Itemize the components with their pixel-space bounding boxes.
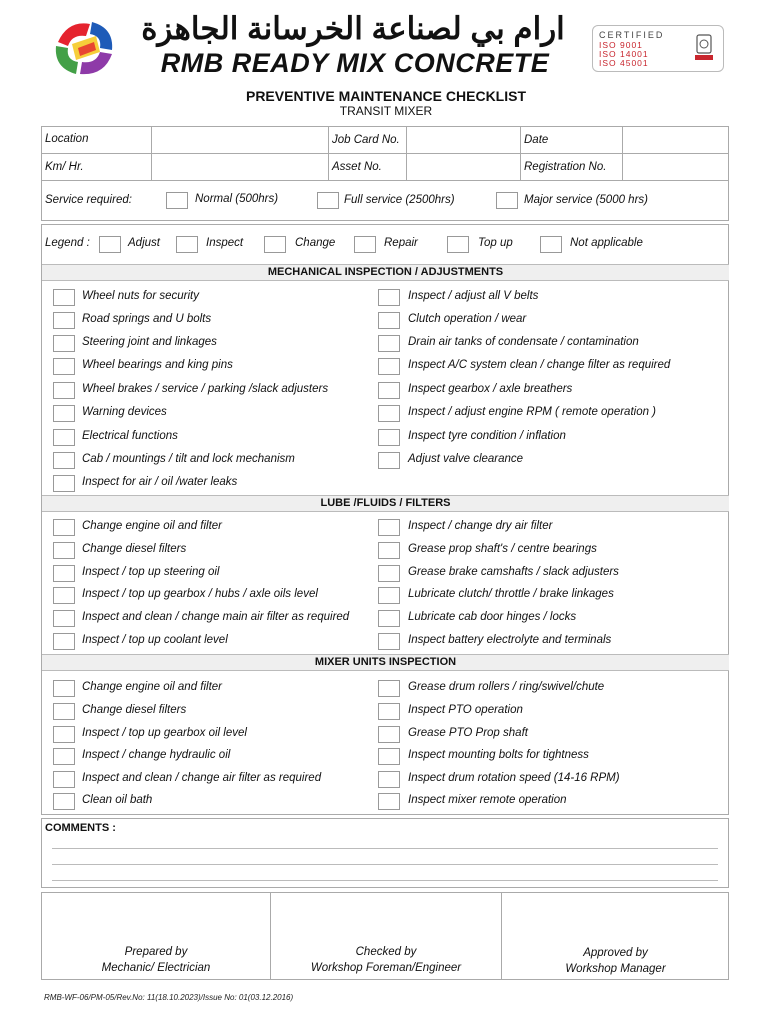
legend-repair: Repair <box>384 237 418 249</box>
legend-not-applicable: Not applicable <box>570 237 643 249</box>
checklist-checkbox[interactable] <box>53 312 75 329</box>
checklist-item: Adjust valve clearance <box>408 453 524 465</box>
checklist-checkbox[interactable] <box>378 633 400 650</box>
checklist-checkbox[interactable] <box>53 587 75 604</box>
checklist-checkbox[interactable] <box>53 633 75 650</box>
checklist-checkbox[interactable] <box>378 587 400 604</box>
checklist-checkbox[interactable] <box>378 358 400 375</box>
checklist-checkbox[interactable] <box>53 771 75 788</box>
date-field[interactable] <box>623 127 728 152</box>
prepared-by-cell[interactable] <box>42 944 270 976</box>
cert-iso-14001: ISO 14001 <box>599 49 649 59</box>
checklist-item: Inspect / top up gearbox oil level <box>82 727 247 739</box>
company-name: RMB READY MIX CONCRETE <box>160 48 550 78</box>
checklist-checkbox[interactable] <box>53 726 75 743</box>
checklist-checkbox[interactable] <box>378 289 400 306</box>
checklist-item: Inspect PTO operation <box>408 704 523 716</box>
checklist-item: Drain air tanks of condensate / contamination <box>408 336 639 348</box>
mechanical-section-header: MECHANICAL INSPECTION / ADJUSTMENTS <box>42 264 729 281</box>
checklist-item: Inspect and clean / change air filter as required <box>82 772 322 784</box>
location-field[interactable] <box>152 127 327 152</box>
checklist-checkbox[interactable] <box>53 382 75 399</box>
asset-label: Asset No. <box>332 161 382 173</box>
checklist-checkbox[interactable] <box>378 429 400 446</box>
checklist-checkbox[interactable] <box>53 519 75 536</box>
comment-line[interactable] <box>52 864 718 865</box>
cert-title: CERTIFIED <box>599 30 665 40</box>
checklist-checkbox[interactable] <box>378 312 400 329</box>
checklist-item: Inspect gearbox / axle breathers <box>408 383 573 395</box>
checklist-checkbox[interactable] <box>378 519 400 536</box>
checklist-item: Wheel bearings and king pins <box>82 359 233 371</box>
asset-field[interactable] <box>407 154 519 179</box>
checklist-checkbox[interactable] <box>378 748 400 765</box>
certification-badge <box>592 25 724 72</box>
legend-na-box <box>540 236 562 253</box>
approved-by-cell[interactable] <box>502 945 729 977</box>
legend-change-box <box>264 236 286 253</box>
checklist-item: Inspect A/C system clean / change filter as required <box>408 359 671 371</box>
checklist-checkbox[interactable] <box>378 382 400 399</box>
checklist-item: Change diesel filters <box>82 704 187 716</box>
service-required-label: Service required: <box>45 194 132 206</box>
approved-by-label: Approved by <box>583 947 648 959</box>
registration-label: Registration No. <box>524 161 607 173</box>
checklist-checkbox[interactable] <box>53 680 75 697</box>
checklist-item: Inspect / adjust all V belts <box>408 290 539 302</box>
registration-field[interactable] <box>623 154 728 179</box>
checklist-item: Grease PTO Prop shaft <box>408 727 528 739</box>
document-reference-footer: RMB-WF-06/PM-05/Rev.No: 11(18.10.2023)/Issue No: 01(03.12.2016) <box>44 993 294 1002</box>
legend-inspect-box <box>176 236 198 253</box>
checklist-item: Change engine oil and filter <box>82 681 223 693</box>
legend-inspect: Inspect <box>206 237 244 249</box>
checked-by-cell[interactable] <box>271 944 501 976</box>
location-label: Location <box>45 133 89 145</box>
checklist-checkbox[interactable] <box>53 452 75 469</box>
checklist-item: Inspect tyre condition / inflation <box>408 430 566 442</box>
km-hr-label: Km/ Hr. <box>45 161 84 173</box>
job-card-label: Job Card No. <box>332 134 400 146</box>
service-major-checkbox[interactable] <box>496 192 518 209</box>
comment-line[interactable] <box>52 880 718 881</box>
checklist-item: Inspect / top up gearbox / hubs / axle oils level <box>82 588 318 600</box>
cert-iso-9001: ISO 9001 <box>599 40 643 50</box>
mixer-section-header: MIXER UNITS INSPECTION <box>42 654 729 671</box>
checklist-item: Change diesel filters <box>82 543 187 555</box>
checklist-item: Grease brake camshafts / slack adjusters <box>408 566 619 578</box>
prepared-by-label: Prepared by <box>124 946 188 958</box>
service-full-checkbox[interactable] <box>317 192 339 209</box>
checklist-checkbox[interactable] <box>53 610 75 627</box>
checklist-item: Steering joint and linkages <box>82 336 217 348</box>
cert-iso-45001: ISO 45001 <box>599 58 649 68</box>
checklist-checkbox[interactable] <box>378 703 400 720</box>
legend-repair-box <box>354 236 376 253</box>
legend-adjust-box <box>99 236 121 253</box>
checklist-item: Inspect and clean / change main air filter as required <box>82 611 350 623</box>
checklist-item: Cab / mountings / tilt and lock mechanism <box>82 453 295 465</box>
checked-by-label: Checked by <box>355 946 417 958</box>
checklist-checkbox[interactable] <box>378 610 400 627</box>
checklist-item: Grease prop shaft's / centre bearings <box>408 543 597 555</box>
checklist-item: Electrical functions <box>82 430 178 442</box>
arabic-company-name: ارام بي لصناعة الخرسانة الجاهزة <box>141 11 565 46</box>
service-full-label: Full service (2500hrs) <box>344 194 455 206</box>
legend-topup: Top up <box>478 237 513 249</box>
legend-adjust: Adjust <box>128 237 160 249</box>
legend-label: Legend : <box>45 237 90 249</box>
checklist-checkbox[interactable] <box>53 565 75 582</box>
checklist-item: Clean oil bath <box>82 794 153 806</box>
checklist-item: Inspect battery electrolyte and terminals <box>408 634 612 646</box>
approved-by-role: Workshop Manager <box>565 963 666 975</box>
service-normal-checkbox[interactable] <box>166 192 188 209</box>
checklist-checkbox[interactable] <box>53 405 75 422</box>
legend-change: Change <box>295 237 336 249</box>
checklist-item: Inspect / adjust engine RPM ( remote operation ) <box>408 406 657 418</box>
checklist-item: Change engine oil and filter <box>82 520 223 532</box>
checklist-checkbox[interactable] <box>53 358 75 375</box>
page-subtitle: TRANSIT MIXER <box>339 104 433 118</box>
checklist-checkbox[interactable] <box>378 680 400 697</box>
checklist-checkbox[interactable] <box>378 793 400 810</box>
checklist-checkbox[interactable] <box>53 475 75 492</box>
checklist-item: Road springs and U bolts <box>82 313 212 325</box>
checklist-checkbox[interactable] <box>53 748 75 765</box>
checklist-item: Inspect for air / oil /water leaks <box>82 476 238 488</box>
checklist-item: Inspect / change dry air filter <box>408 520 553 532</box>
checklist-item: Grease drum rollers / ring/swivel/chute <box>408 681 605 693</box>
date-label: Date <box>524 134 549 146</box>
checklist-item: Inspect / top up steering oil <box>82 566 220 578</box>
checklist-checkbox[interactable] <box>378 452 400 469</box>
checklist-checkbox[interactable] <box>53 289 75 306</box>
checklist-checkbox[interactable] <box>378 565 400 582</box>
prepared-by-role: Mechanic/ Electrician <box>101 962 211 974</box>
checklist-checkbox[interactable] <box>53 542 75 559</box>
checklist-item: Inspect mixer remote operation <box>408 794 567 806</box>
checklist-item: Wheel brakes / service / parking /slack adjusters <box>82 383 329 395</box>
checklist-checkbox[interactable] <box>378 405 400 422</box>
checklist-item: Warning devices <box>82 406 167 418</box>
page-title: PREVENTIVE MAINTENANCE CHECKLIST <box>245 88 527 104</box>
job-card-field[interactable] <box>407 127 519 152</box>
bureau-veritas-seal-icon <box>694 34 714 62</box>
company-logo <box>48 14 120 82</box>
km-hr-field[interactable] <box>152 154 327 179</box>
checklist-checkbox[interactable] <box>53 429 75 446</box>
checklist-item: Lubricate cab door hinges / locks <box>408 611 577 623</box>
checklist-item: Inspect / top up coolant level <box>82 634 228 646</box>
checklist-checkbox[interactable] <box>53 335 75 352</box>
checklist-checkbox[interactable] <box>53 703 75 720</box>
service-normal-label: Normal (500hrs) <box>195 193 279 205</box>
checklist-item: Lubricate clutch/ throttle / brake linkages <box>408 588 614 600</box>
checklist-item: Inspect drum rotation speed (14-16 RPM) <box>408 772 620 784</box>
checked-by-role: Workshop Foreman/Engineer <box>310 962 462 974</box>
checklist-checkbox[interactable] <box>378 726 400 743</box>
checklist-checkbox[interactable] <box>53 793 75 810</box>
checklist-checkbox[interactable] <box>378 542 400 559</box>
lube-section-header: LUBE /FLUIDS / FILTERS <box>42 495 729 512</box>
checklist-checkbox[interactable] <box>378 771 400 788</box>
checklist-item: Inspect mounting bolts for tightness <box>408 749 589 761</box>
comment-line[interactable] <box>52 848 718 849</box>
checklist-item: Inspect / change hydraulic oil <box>82 749 231 761</box>
comments-label: COMMENTS : <box>45 822 116 834</box>
checklist-item: Wheel nuts for security <box>82 290 199 302</box>
service-major-label: Major service (5000 hrs) <box>524 194 648 206</box>
checklist-item: Clutch operation / wear <box>408 313 527 325</box>
comments-box <box>41 818 729 888</box>
checklist-checkbox[interactable] <box>378 335 400 352</box>
legend-topup-box <box>447 236 469 253</box>
